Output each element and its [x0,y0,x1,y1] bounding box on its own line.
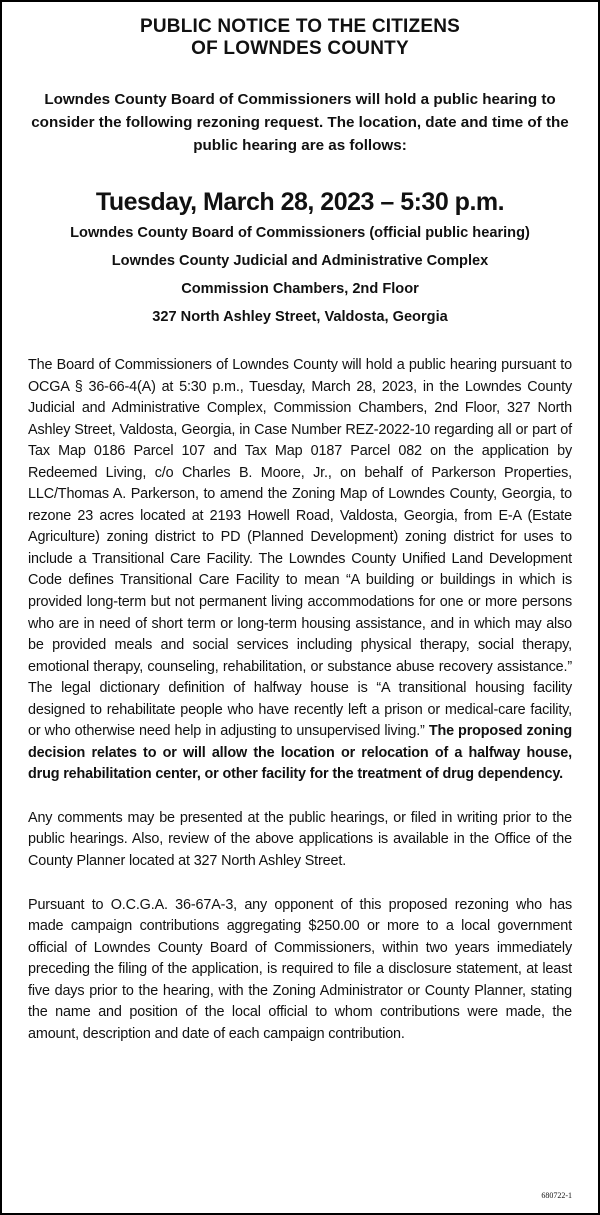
location-line-body: Lowndes County Board of Commissioners (official public hearing) [70,225,530,241]
intro-paragraph: Lowndes County Board of Commissioners will hold a public hearing to consider the following rezoning request. The location, date and time of the public hearing are as follows: [31,91,569,154]
ad-number: 680722-1 [541,1191,572,1200]
disclosure-paragraph: Pursuant to O.C.G.A. 36-67A-3, any opponent of this proposed rezoning who has made campaign contributions aggregating $250.00 or more to a local government official of Lowndes County Board of Commissioners, within two years immediately preceding the filing of the application, is required to file a disclosure statement, at least five days prior to the hearing, with the Zoning Administrator or County Planner, stating the name and position of the local official to whom contributions were made, the amount, description and date of each campaign contribution. [28,896,572,1042]
hearing-details-paragraph [28,355,572,786]
location-line-address: 327 North Ashley Street, Valdosta, Georgia [152,309,448,325]
hearing-datetime: Tuesday, March 28, 2023 – 5:30 p.m. [95,188,505,216]
notice-title-line-1: PUBLIC NOTICE TO THE CITIZENS [139,16,460,37]
hearing-details-text: The Board of Commissioners of Lowndes County will hold a public hearing pursuant to OCGA § 36-66-4(A) at 5:30 p.m., Tuesday, March 28, 2023, in the Lowndes County Judicial and Administrative Complex, Commission Chambers, 2nd Floor, 327 North Ashley Street, Valdosta, Georgia, in Case Number REZ-2022-10 regarding all or part of Tax Map 0186 Parcel 107 and Tax Map 0187 Parcel 082 on the application by Redeemed Living, c/o Charles B. Moore, Jr., on behalf of Parkerson Properties, LLC/Thomas A. Parkerson, to amend the Zoning Map of Lowndes County, Georgia, to rezone 23 acres located at 2193 Howell Road, Valdosta, Georgia, from E-A (Estate Agriculture) zoning district to PD (Planned Development) zoning district for uses to include a Transitional Care Facility. The Lowndes County Unified Land Development Code defines Transitional Care Facility to mean “A building or buildings in which is provided long-term but not permanent living accommodations for one or more persons who are in need of short term or long-term housing assistance, and in which may also be provided meals and social services including physical therapy, social therapy, emotional therapy, counseling, rehabilitation, or substance abuse recovery assistance.” The legal dictionary definition of halfway house is “A transitional housing facility designed to rehabilitate people who have recently left a prison or medical-care facility, or who otherwise need help in adjusting to unsupervised living.” [28,357,572,740]
notice-title [28,16,572,60]
location-line-room: Commission Chambers, 2nd Floor [181,281,419,297]
notice-title-line-2: OF LOWNDES COUNTY [191,38,409,59]
hearing-location [28,219,572,331]
comments-paragraph: Any comments may be presented at the public hearings, or filed in writing prior to the public hearings. Also, review of the above applications is available in the Office of the County Planner located at 327 North Ashley Street. [28,809,572,870]
location-line-complex: Lowndes County Judicial and Administrative Complex [111,253,489,269]
zoning-decision-statement: The proposed zoning decision relates to or will allow the location or relocation of a halfway house, drug rehabilitation center, or other facility for the treatment of drug dependency. [28,723,572,783]
